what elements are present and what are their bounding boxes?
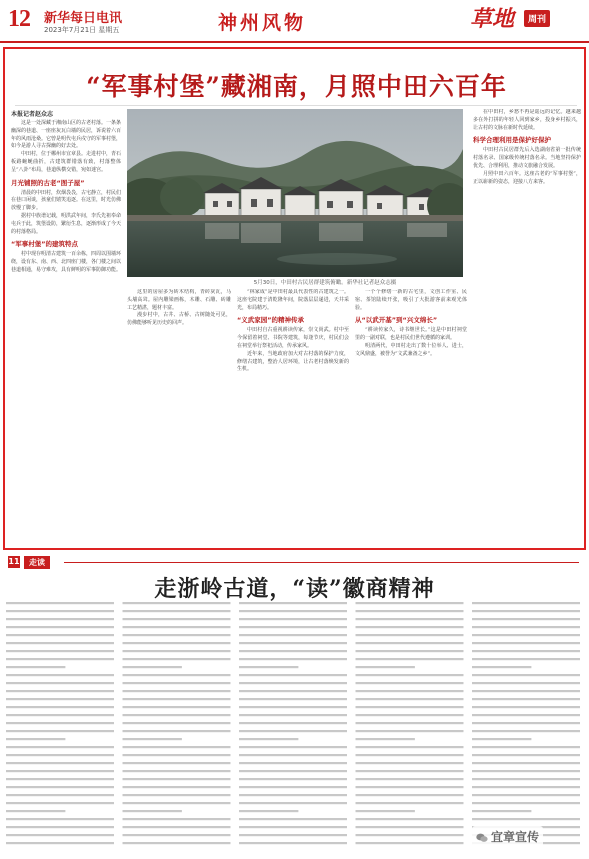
- photo-caption: 5月30日，中田村古民居群建筑俯瞰。新华社记者赵众志摄: [253, 280, 397, 286]
- second-article-headline[interactable]: 走浙岭古道，“读”徽商精神: [154, 576, 435, 602]
- paragraph: 一个个修缮一新的古宅里，文创工作室、民宿、茶馆陆续开张，吸引了大批游客前来观光体验。: [355, 289, 467, 311]
- masthead: [0, 0, 589, 44]
- paragraph: “耕读传家久，诗书继世长。”这是中田村祠堂里的一副对联，也是村民们世代遵循的家训。: [355, 327, 467, 342]
- brand-logo: 草地: [470, 6, 515, 32]
- subheading: 月光铺照的古老“图子屋”: [11, 178, 85, 187]
- paragraph: 据村中族谱记载，明洪武年间，李氏先祖奉命屯兵于此，筑堡设防，繁衍生息，逐渐形成了今天的村落格局。: [11, 212, 121, 235]
- article-headline[interactable]: “军事村堡”藏湘南，月照中田六百年: [86, 72, 507, 101]
- strip-number: 11: [8, 557, 20, 566]
- village-photo-graphic: [127, 109, 463, 277]
- paragraph: 中田村，位于郴州市宜章县。走进村中，青石板路蜿蜒曲折，古建筑群错落有致，村落整体呈“八卦”布局，巷道纵横交错，宛如迷宫。: [11, 151, 121, 173]
- watermark-text: 宜章宣传: [491, 830, 540, 844]
- byline: 本报记者赵众志: [11, 111, 54, 118]
- page-number: 12: [8, 6, 30, 32]
- weekly-badge: 周刊: [524, 10, 550, 27]
- wechat-watermark: [472, 826, 543, 847]
- text-column-3: [237, 289, 349, 547]
- subheading: 科学合理利用是保护好保护: [473, 136, 551, 145]
- subheading: “军事村堡”的建筑特点: [11, 240, 79, 249]
- paragraph: 近年来，当地政府加大对古村落的保护力度，修缮古建筑，整治人居环境，让古老村落焕发新的生机。: [237, 350, 349, 373]
- subheading: 从“以武开基”到“兴文绵长”: [355, 316, 438, 325]
- issue-date: 2023年7月21日 星期五: [44, 26, 120, 34]
- section-title: 神州风物: [218, 12, 307, 34]
- village-photo: [127, 109, 463, 277]
- text-column-1: [11, 109, 121, 547]
- text-column-2: [127, 289, 231, 547]
- paragraph: 中田村自古重视耕读传家，崇文尚武。村中至今保留着祠堂、书院等建筑，每逢节庆，村民们会在祠堂举行祭祀活动，传承家风。: [237, 327, 349, 349]
- headline-divider: [15, 105, 577, 106]
- paragraph: 村中现存明清古建筑一百余栋，四周以围墙环绕，设有东、南、西、北四座门楼，各门楼之间以巷道相通，易守难攻，具有鲜明的军事防御功能。: [11, 251, 121, 273]
- paragraph: 月照中田六百年。这座古老的“军事村堡”，正以崭新的姿态，迎接八方来客。: [473, 170, 581, 185]
- paragraph: “林家成”是中田村最具代表性的古建筑之一。这座宅院建于清乾隆年间，院落层层递进，天井采光，布局精巧。: [237, 289, 349, 311]
- paper-name: 新华每日电讯: [44, 11, 123, 26]
- masthead-rule: [0, 41, 589, 43]
- paragraph: 这里的房屋多为砖木结构，青砖灰瓦，马头墙高耸。屋内雕梁画栋，木雕、石雕、砖雕工艺精湛，题材丰富。: [127, 289, 231, 311]
- strip-rule: [64, 562, 579, 563]
- paragraph: 漫步村中，古井、古桥、古树随处可见，仿佛能够听见历史的回声。: [127, 312, 231, 327]
- wechat-icon: [476, 833, 488, 843]
- subheading: “义武家园”的精神传承: [237, 316, 305, 325]
- lower-body-text-lines: [6, 600, 583, 855]
- text-column-4: [355, 289, 467, 547]
- paragraph: 清晨的中田村，炊烟袅袅，古宅静立，村民们在巷口闲谈，孩童们嬉笑追逐。在这里，时光仿佛放慢了脚步。: [11, 189, 121, 212]
- paragraph: 在中田村，乡愁不再是遥远的记忆。越来越多在外打拼的年轻人回到家乡，投身乡村振兴，让古村的文脉在新时代延续。: [473, 109, 581, 131]
- section-strip: [0, 553, 589, 571]
- paragraph: 这是一处深藏于湘南山区的古老村落。一条条幽深的巷道、一座座灰瓦白墙的民居，诉说着六百年的风雨沧桑。它曾是明代屯兵戍守的军事村堡，如今是游人寻古探幽的好去处。: [11, 120, 121, 150]
- strip-label: 走读: [24, 556, 50, 569]
- featured-article-frame: [3, 47, 586, 550]
- paragraph: 中田村古民居群先后入选湖南省第一批传统村落名录、国家级传统村落名录。当地坚持保护优先、合理利用，推动文旅融合发展。: [473, 147, 581, 169]
- text-column-5: [473, 109, 581, 547]
- paragraph: 明清两代，中田村走出了数十位举人、进士，文风鼎盛，被誉为“文武兼备之乡”。: [355, 342, 467, 357]
